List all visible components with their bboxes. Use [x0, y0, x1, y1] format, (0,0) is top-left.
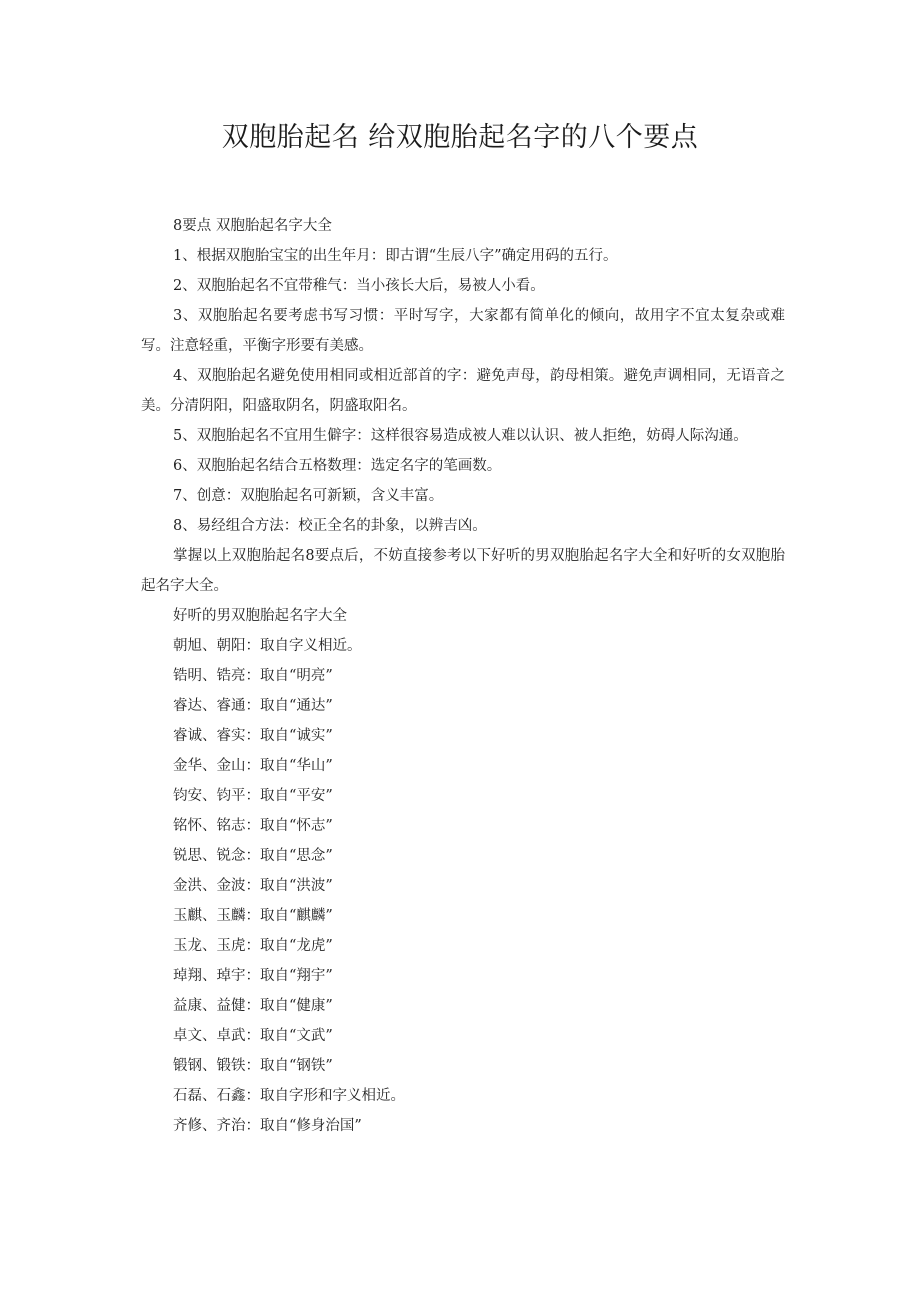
list-item: 益康、益健：取自“健康” [173, 998, 333, 1014]
paragraph-summary: 掌握以上双胞胎起名8要点后，不妨直接参考以下好听的男双胞胎起名字大全和好听的女双胞胎起名字大全。 [141, 548, 785, 594]
paragraph-heading: 8要点 双胞胎起名字大全 [173, 218, 332, 234]
document-body [141, 211, 785, 1141]
paragraph-point-6: 6、双胞胎起名结合五格数理：选定名字的笔画数。 [173, 458, 502, 474]
paragraph-point-7: 7、创意：双胞胎起名可新颖，含义丰富。 [173, 488, 444, 504]
list-item: 锐思、锐念：取自“思念” [173, 848, 333, 864]
page-title: 双胞胎起名 给双胞胎起名字的八个要点 [221, 122, 699, 153]
paragraph-point-3: 3、双胞胎起名要考虑书写习惯：平时写字，大家都有简单化的倾向，故用字不宜太复杂或难写。注意轻重，平衡字形要有美感。 [141, 308, 785, 354]
list-item: 睿达、睿通：取自“通达” [173, 698, 333, 714]
list-item: 金华、金山：取自“华山” [173, 758, 333, 774]
list-item: 卓文、卓武：取自“文武” [173, 1028, 333, 1044]
list-item: 铭怀、铭志：取自“怀志” [173, 818, 333, 834]
list-item: 石磊、石鑫：取自字形和字义相近。 [173, 1088, 405, 1104]
list-item: 琸翔、琸宇：取自“翔宇” [173, 968, 333, 984]
list-item: 金洪、金波：取自“洪波” [173, 878, 333, 894]
list-item: 玉龙、玉虎：取自“龙虎” [173, 938, 333, 954]
list-item: 钧安、钧平：取自“平安” [173, 788, 333, 804]
list-item: 睿诚、睿实：取自“诚实” [173, 728, 333, 744]
section-heading-boys: 好听的男双胞胎起名字大全 [173, 608, 347, 624]
list-item: 玉麒、玉麟：取自“麒麟” [173, 908, 333, 924]
paragraph-point-4: 4、双胞胎起名避免使用相同或相近部首的字：避免声母，韵母相策。避免声调相同，无语音之美。分清阴阳，阳盛取阴名，阴盛取阳名。 [141, 368, 785, 414]
paragraph-point-1: 1、根据双胞胎宝宝的出生年月：即古谓“生辰八字”确定用码的五行。 [173, 248, 618, 264]
list-item: 齐修、齐治：取自“修身治国” [173, 1118, 362, 1134]
list-item: 锆明、锆亮：取自“明亮” [173, 668, 333, 684]
list-item: 锻钢、锻铁：取自“钢铁” [173, 1058, 333, 1074]
list-item: 朝旭、朝阳：取自字义相近。 [173, 638, 362, 654]
paragraph-point-2: 2、双胞胎起名不宜带稚气：当小孩长大后，易被人小看。 [173, 278, 545, 294]
paragraph-point-5: 5、双胞胎起名不宜用生僻字：这样很容易造成被人难以认识、被人拒绝，妨碍人际沟通。 [173, 428, 748, 444]
paragraph-point-8: 8、易经组合方法：校正全名的卦象，以辨吉凶。 [173, 518, 487, 534]
